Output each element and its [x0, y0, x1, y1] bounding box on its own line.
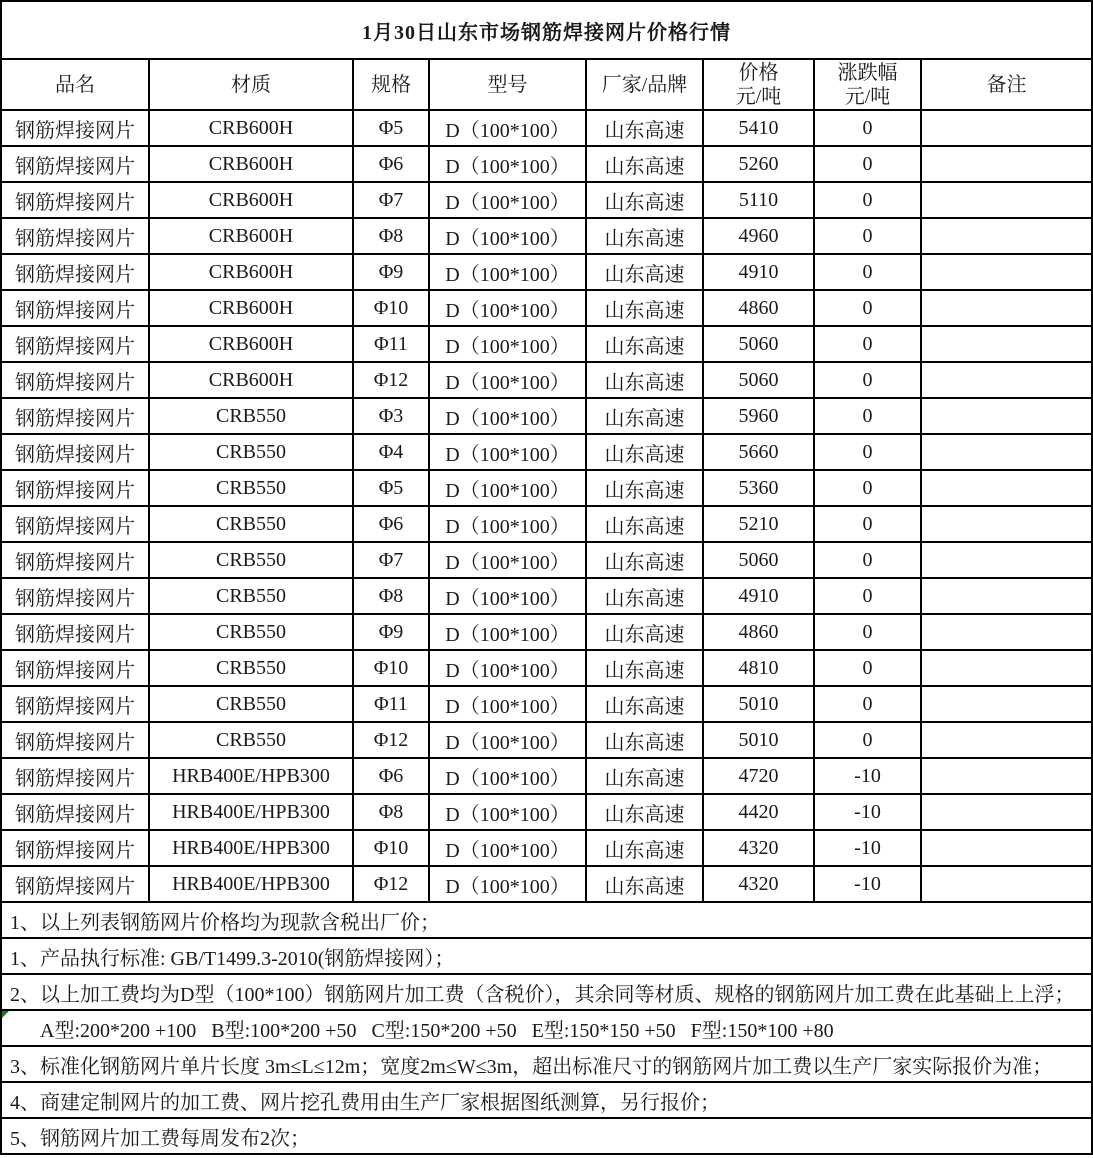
cell-change: 0 — [814, 398, 921, 434]
cell-price: 5110 — [703, 182, 814, 218]
cell-change: -10 — [814, 830, 921, 866]
column-header-label: 厂家/品牌 — [601, 73, 688, 96]
table-row — [1, 722, 1092, 758]
table-row — [1, 830, 1092, 866]
cell-model: D（100*100） — [429, 686, 586, 722]
cell-price: 5060 — [703, 542, 814, 578]
table-row — [1, 110, 1092, 146]
cell-change: 0 — [814, 362, 921, 398]
cell-material: HRB400E/HPB300 — [149, 830, 353, 866]
cell-brand: 山东高速 — [586, 578, 703, 614]
table-row — [1, 578, 1092, 614]
cell-model: D（100*100） — [429, 722, 586, 758]
cell-price: 5260 — [703, 146, 814, 182]
cell-brand: 山东高速 — [586, 650, 703, 686]
cell-price: 5210 — [703, 506, 814, 542]
cell-material: CRB550 — [149, 650, 353, 686]
notes-body — [1, 902, 1092, 1154]
table-row — [1, 758, 1092, 794]
cell-product-name: 钢筋焊接网片 — [1, 254, 149, 290]
cell-remark — [921, 290, 1092, 326]
cell-remark — [921, 686, 1092, 722]
cell-product-name: 钢筋焊接网片 — [1, 650, 149, 686]
cell-change: 0 — [814, 290, 921, 326]
cell-comment-marker-icon — [2, 1011, 9, 1018]
cell-price: 4860 — [703, 290, 814, 326]
cell-remark — [921, 470, 1092, 506]
note-row — [1, 902, 1092, 938]
cell-price: 5660 — [703, 434, 814, 470]
cell-brand: 山东高速 — [586, 218, 703, 254]
cell-material: CRB600H — [149, 362, 353, 398]
cell-spec: Φ5 — [353, 470, 429, 506]
cell-spec: Φ12 — [353, 362, 429, 398]
cell-spec: Φ8 — [353, 794, 429, 830]
cell-product-name: 钢筋焊接网片 — [1, 686, 149, 722]
table-row — [1, 398, 1092, 434]
cell-model: D（100*100） — [429, 650, 586, 686]
cell-model: D（100*100） — [429, 218, 586, 254]
table-row — [1, 506, 1092, 542]
cell-remark — [921, 254, 1092, 290]
table-row — [1, 650, 1092, 686]
cell-change: -10 — [814, 794, 921, 830]
column-header-sublabel: 元/吨 — [735, 85, 782, 108]
cell-brand: 山东高速 — [586, 758, 703, 794]
cell-remark — [921, 722, 1092, 758]
cell-brand: 山东高速 — [586, 362, 703, 398]
cell-remark — [921, 362, 1092, 398]
cell-price: 5410 — [703, 110, 814, 146]
note-label: 4、商建定制网片的加工费、网片挖孔费用由生产厂家根据图纸测算，另行报价； — [10, 1091, 720, 1114]
column-header-price — [703, 59, 814, 110]
cell-brand: 山东高速 — [586, 146, 703, 182]
note-cell — [1, 974, 1092, 1010]
cell-model: D（100*100） — [429, 254, 586, 290]
note-row — [1, 974, 1092, 1010]
cell-model: D（100*100） — [429, 146, 586, 182]
cell-model: D（100*100） — [429, 758, 586, 794]
cell-change: 0 — [814, 578, 921, 614]
cell-remark — [921, 830, 1092, 866]
cell-model: D（100*100） — [429, 794, 586, 830]
cell-remark — [921, 866, 1092, 902]
cell-spec: Φ4 — [353, 434, 429, 470]
cell-material: CRB600H — [149, 290, 353, 326]
cell-spec: Φ6 — [353, 506, 429, 542]
cell-material: CRB550 — [149, 470, 353, 506]
note-label: 2、以上加工费均为D型（100*100）钢筋网片加工费（含税价），其余同等材质、规格的钢筋网片加工费在此基础上上浮； — [10, 983, 1075, 1006]
column-header-material — [149, 59, 353, 110]
cell-product-name: 钢筋焊接网片 — [1, 866, 149, 902]
cell-remark — [921, 326, 1092, 362]
cell-product-name: 钢筋焊接网片 — [1, 110, 149, 146]
cell-price: 4910 — [703, 578, 814, 614]
cell-change: 0 — [814, 686, 921, 722]
note-row — [1, 1046, 1092, 1082]
cell-spec: Φ10 — [353, 650, 429, 686]
cell-spec: Φ12 — [353, 866, 429, 902]
cell-material: CRB600H — [149, 110, 353, 146]
cell-price: 5010 — [703, 722, 814, 758]
cell-change: 0 — [814, 542, 921, 578]
cell-material: CRB550 — [149, 398, 353, 434]
column-header-label: 价格 — [738, 61, 779, 84]
cell-material: CRB550 — [149, 434, 353, 470]
cell-model: D（100*100） — [429, 182, 586, 218]
cell-model: D（100*100） — [429, 326, 586, 362]
cell-material: HRB400E/HPB300 — [149, 794, 353, 830]
cell-model: D（100*100） — [429, 434, 586, 470]
column-header-model — [429, 59, 586, 110]
column-header-change — [814, 59, 921, 110]
cell-change: 0 — [814, 470, 921, 506]
column-header-label: 材质 — [231, 73, 271, 96]
price-rows-body — [1, 110, 1092, 902]
cell-spec: Φ6 — [353, 758, 429, 794]
cell-model: D（100*100） — [429, 614, 586, 650]
cell-model: D（100*100） — [429, 398, 586, 434]
cell-spec: Φ5 — [353, 110, 429, 146]
column-header-label: 备注 — [986, 73, 1027, 96]
cell-spec: Φ8 — [353, 578, 429, 614]
cell-spec: Φ7 — [353, 542, 429, 578]
cell-brand: 山东高速 — [586, 290, 703, 326]
column-header-product-name — [1, 59, 149, 110]
cell-model: D（100*100） — [429, 290, 586, 326]
cell-change: 0 — [814, 650, 921, 686]
cell-model: D（100*100） — [429, 866, 586, 902]
cell-product-name: 钢筋焊接网片 — [1, 218, 149, 254]
cell-brand: 山东高速 — [586, 182, 703, 218]
cell-spec: Φ7 — [353, 182, 429, 218]
cell-model: D（100*100） — [429, 110, 586, 146]
cell-model: D（100*100） — [429, 506, 586, 542]
cell-spec: Φ9 — [353, 254, 429, 290]
cell-change: 0 — [814, 218, 921, 254]
cell-price: 5060 — [703, 326, 814, 362]
note-label: 3、标准化钢筋网片单片长度 3m≤L≤12m；宽度2m≤W≤3m，超出标准尺寸的钢筋网片加工费以生产厂家实际报价为准； — [10, 1055, 1053, 1078]
cell-brand: 山东高速 — [586, 326, 703, 362]
note-row — [1, 1118, 1092, 1154]
cell-brand: 山东高速 — [586, 794, 703, 830]
cell-brand: 山东高速 — [586, 614, 703, 650]
table-row — [1, 254, 1092, 290]
table-row — [1, 614, 1092, 650]
cell-price: 4320 — [703, 866, 814, 902]
cell-model: D（100*100） — [429, 830, 586, 866]
cell-material: CRB550 — [149, 506, 353, 542]
cell-remark — [921, 758, 1092, 794]
note-row — [1, 1010, 1092, 1046]
note-label: 1、以上列表钢筋网片价格均为现款含税出厂价； — [10, 911, 440, 934]
cell-product-name: 钢筋焊接网片 — [1, 578, 149, 614]
page-title: 1月30日山东市场钢筋焊接网片价格行情 — [1, 1, 1092, 59]
cell-remark — [921, 146, 1092, 182]
cell-product-name: 钢筋焊接网片 — [1, 398, 149, 434]
cell-spec: Φ11 — [353, 686, 429, 722]
cell-remark — [921, 542, 1092, 578]
cell-change: 0 — [814, 254, 921, 290]
table-row — [1, 146, 1092, 182]
note-cell — [1, 1082, 1092, 1118]
cell-product-name: 钢筋焊接网片 — [1, 470, 149, 506]
table-row — [1, 290, 1092, 326]
cell-price: 4720 — [703, 758, 814, 794]
cell-product-name: 钢筋焊接网片 — [1, 290, 149, 326]
note-cell — [1, 902, 1092, 938]
cell-price: 5960 — [703, 398, 814, 434]
table-row — [1, 686, 1092, 722]
cell-change: 0 — [814, 326, 921, 362]
cell-product-name: 钢筋焊接网片 — [1, 614, 149, 650]
cell-price: 5360 — [703, 470, 814, 506]
cell-remark — [921, 650, 1092, 686]
table-row — [1, 362, 1092, 398]
cell-brand: 山东高速 — [586, 866, 703, 902]
note-label: 5、钢筋网片加工费每周发布2次； — [10, 1127, 310, 1150]
cell-spec: Φ9 — [353, 614, 429, 650]
column-header-label: 型号 — [487, 73, 528, 96]
cell-material: CRB600H — [149, 218, 353, 254]
table-row — [1, 218, 1092, 254]
column-header-label: 规格 — [371, 73, 411, 96]
cell-price: 5010 — [703, 686, 814, 722]
cell-product-name: 钢筋焊接网片 — [1, 434, 149, 470]
note-cell — [1, 938, 1092, 974]
cell-spec: Φ10 — [353, 830, 429, 866]
cell-brand: 山东高速 — [586, 722, 703, 758]
table-header-row — [1, 59, 1092, 110]
cell-product-name: 钢筋焊接网片 — [1, 542, 149, 578]
note-cell — [1, 1010, 1092, 1046]
table-row — [1, 794, 1092, 830]
cell-material: HRB400E/HPB300 — [149, 758, 353, 794]
cell-model: D（100*100） — [429, 470, 586, 506]
cell-product-name: 钢筋焊接网片 — [1, 362, 149, 398]
note-row — [1, 1082, 1092, 1118]
cell-material: CRB600H — [149, 182, 353, 218]
cell-change: -10 — [814, 866, 921, 902]
cell-remark — [921, 794, 1092, 830]
cell-remark — [921, 398, 1092, 434]
cell-spec: Φ12 — [353, 722, 429, 758]
cell-change: -10 — [814, 758, 921, 794]
column-header-spec — [353, 59, 429, 110]
table-row — [1, 542, 1092, 578]
column-header-sublabel: 元/吨 — [844, 85, 891, 108]
cell-remark — [921, 578, 1092, 614]
cell-price: 4910 — [703, 254, 814, 290]
cell-product-name: 钢筋焊接网片 — [1, 506, 149, 542]
column-header-label: 涨跌幅 — [837, 61, 898, 84]
cell-product-name: 钢筋焊接网片 — [1, 326, 149, 362]
cell-change: 0 — [814, 110, 921, 146]
cell-material: CRB550 — [149, 686, 353, 722]
column-header-brand — [586, 59, 703, 110]
cell-brand: 山东高速 — [586, 434, 703, 470]
cell-product-name: 钢筋焊接网片 — [1, 722, 149, 758]
title-row — [1, 1, 1092, 59]
cell-brand: 山东高速 — [586, 506, 703, 542]
column-header-remark — [921, 59, 1092, 110]
cell-change: 0 — [814, 614, 921, 650]
cell-model: D（100*100） — [429, 542, 586, 578]
cell-product-name: 钢筋焊接网片 — [1, 830, 149, 866]
table-row — [1, 434, 1092, 470]
cell-brand: 山东高速 — [586, 254, 703, 290]
note-cell — [1, 1046, 1092, 1082]
cell-product-name: 钢筋焊接网片 — [1, 146, 149, 182]
cell-change: 0 — [814, 434, 921, 470]
cell-spec: Φ11 — [353, 326, 429, 362]
cell-product-name: 钢筋焊接网片 — [1, 794, 149, 830]
cell-price: 4860 — [703, 614, 814, 650]
cell-remark — [921, 506, 1092, 542]
cell-material: CRB550 — [149, 722, 353, 758]
cell-model: D（100*100） — [429, 362, 586, 398]
cell-material: CRB600H — [149, 254, 353, 290]
cell-product-name: 钢筋焊接网片 — [1, 758, 149, 794]
cell-brand: 山东高速 — [586, 686, 703, 722]
cell-product-name: 钢筋焊接网片 — [1, 182, 149, 218]
table-row — [1, 182, 1092, 218]
table-row — [1, 866, 1092, 902]
cell-spec: Φ6 — [353, 146, 429, 182]
column-header-label: 品名 — [55, 73, 95, 96]
cell-spec: Φ3 — [353, 398, 429, 434]
cell-change: 0 — [814, 146, 921, 182]
cell-price: 4320 — [703, 830, 814, 866]
cell-spec: Φ10 — [353, 290, 429, 326]
cell-brand: 山东高速 — [586, 542, 703, 578]
cell-brand: 山东高速 — [586, 830, 703, 866]
cell-price: 4420 — [703, 794, 814, 830]
note-label: A型:200*200 +100 B型:100*200 +50 C型:150*200 +50 E型:150*150 +50 F型:150*100 +80 — [40, 1019, 834, 1042]
cell-price: 5060 — [703, 362, 814, 398]
cell-model: D（100*100） — [429, 578, 586, 614]
note-row — [1, 938, 1092, 974]
cell-remark — [921, 218, 1092, 254]
note-label: 1、产品执行标准: GB/T1499.3-2010(钢筋焊接网）； — [10, 947, 455, 970]
cell-material: CRB550 — [149, 614, 353, 650]
cell-remark — [921, 614, 1092, 650]
note-cell — [1, 1118, 1092, 1154]
cell-material: CRB600H — [149, 326, 353, 362]
cell-brand: 山东高速 — [586, 398, 703, 434]
cell-remark — [921, 182, 1092, 218]
cell-material: CRB550 — [149, 578, 353, 614]
cell-brand: 山东高速 — [586, 470, 703, 506]
cell-material: CRB600H — [149, 146, 353, 182]
table-row — [1, 326, 1092, 362]
cell-change: 0 — [814, 722, 921, 758]
cell-price: 4810 — [703, 650, 814, 686]
cell-price: 4960 — [703, 218, 814, 254]
table-row — [1, 470, 1092, 506]
cell-change: 0 — [814, 506, 921, 542]
cell-material: CRB550 — [149, 542, 353, 578]
cell-change: 0 — [814, 182, 921, 218]
cell-brand: 山东高速 — [586, 110, 703, 146]
cell-spec: Φ8 — [353, 218, 429, 254]
cell-remark — [921, 434, 1092, 470]
cell-remark — [921, 110, 1092, 146]
cell-material: HRB400E/HPB300 — [149, 866, 353, 902]
